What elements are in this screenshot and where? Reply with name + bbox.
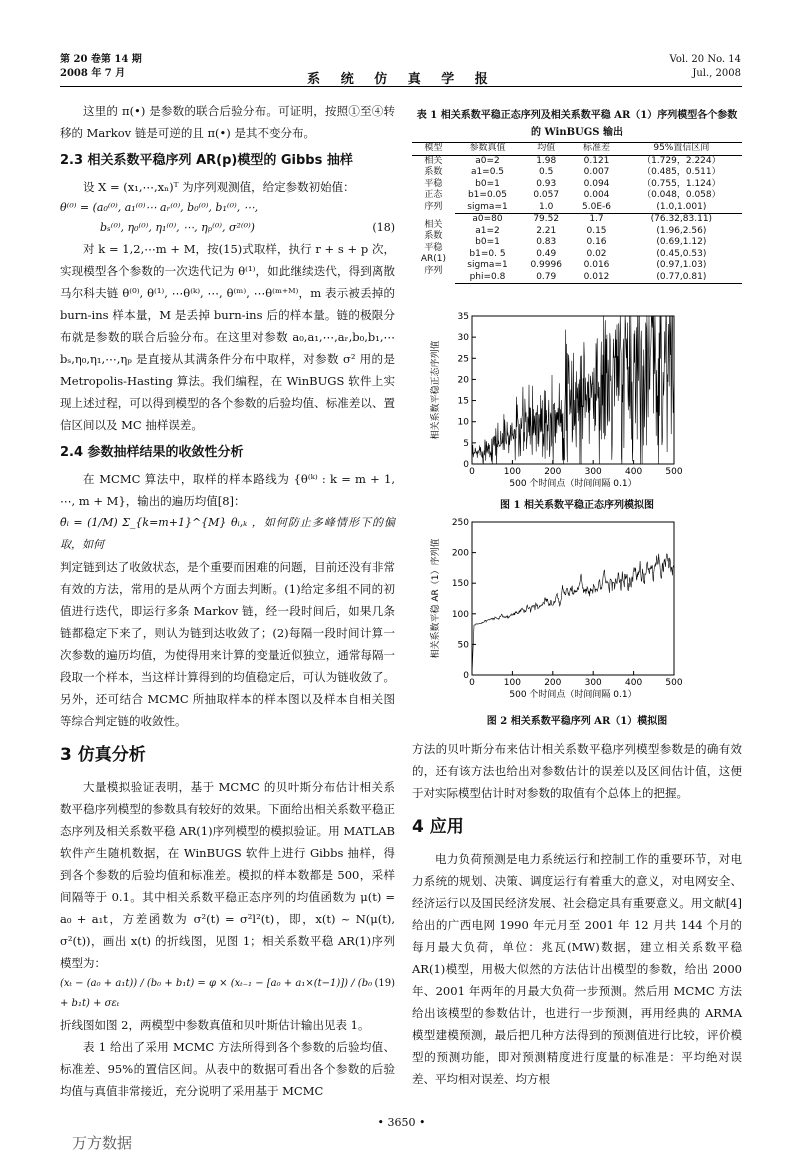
table-cell: （0.485，0.511） [642,167,721,177]
figure-1-caption: 图 1 相关系数平稳正态序列模拟图 [500,500,654,511]
x-axis-label: 500 个时间点（时间间隔 0.1） [509,690,637,700]
header-model: 模型 [412,143,455,156]
y-tick-label: 150 [451,579,469,590]
plot-frame [472,522,674,675]
table-row [412,260,742,272]
model-cell [412,214,455,284]
x-axis-label: 500 个时间点（时间间隔 0.1） [509,479,637,489]
table-group-normal [412,155,742,214]
table-cell: (1.0,1.001) [621,202,742,214]
table-cell: （0.755，1.124） [642,178,721,189]
table-cell: (0.77,0.81) [621,272,742,284]
table-cell: a0=2 [475,155,500,166]
header-rule [60,86,742,87]
section-heading: 4 应用 [412,817,464,837]
table-caption: 表 1 相关系数平稳正态序列及相关系数平稳 AR（1）序列模型各个参数的 WinBUGS 输出 [416,110,738,138]
header-ci: 95%置信区间 [621,143,742,156]
figure-1-chart [420,312,740,492]
table-row [412,214,742,226]
model-cell [412,155,455,214]
x-tick-label: 300 [584,678,602,688]
paragraph: 折线图如图 2，两模型中参数真值和贝叶斯估计输出见表 1。 [60,1018,370,1032]
figure-2-caption: 图 2 相关系数平稳序列 AR（1）模拟图 [486,716,668,727]
y-tick-label: 25 [457,354,469,365]
table-cell: 1.7 [589,214,604,224]
y-tick-label: 0 [463,671,469,681]
table-cell: sigma=1 [467,260,508,270]
table-cell: sigma=1 [455,202,520,214]
table-cell: 0.02 [586,248,607,259]
table-cell: 0.057 [533,190,560,200]
equation-number: (18) [372,221,395,234]
table-cell: 0.5 [539,167,554,177]
table-cell: 0.83 [536,237,557,247]
table-cell: 0.007 [583,167,610,177]
table-cell: (76.32,83.11) [650,214,713,224]
table-cell: 0.012 [572,272,620,284]
x-tick-label: 500 [665,678,683,688]
x-tick-label: 100 [503,678,521,688]
table-row [412,249,742,261]
y-tick-label: 10 [457,417,469,428]
date-en: Jul., 2008 [692,68,741,79]
table-header-row [412,143,742,156]
header-true-value: 参数真值 [455,143,520,156]
x-tick-label: 300 [584,467,602,477]
series-line [472,316,674,464]
y-tick-label: 50 [457,640,469,651]
table-row [412,226,742,238]
table-cell: 0.15 [586,225,607,236]
equation-number: (19) [374,978,395,989]
equation-18-line2: bₛ⁽⁰⁾, η₀⁽⁰⁾, η₁⁽⁰⁾, ⋯, ηₚ⁽⁰⁾, σ²⁽⁰⁾) (18) [60,218,395,238]
x-tick-label: 0 [469,467,475,477]
paragraph: 这里的 π(•) 是参数的联合后验分布。可证明，按照①至④转移的 Markov 链是可逆的且 π(•) 是其不变分布。 [60,104,395,140]
right-column [412,738,742,1090]
table-cell: 1.0 [520,202,572,214]
table-cell: 2.21 [536,225,557,236]
x-tick-label: 200 [544,467,562,477]
model-label-line: 相关 [424,219,443,230]
series-line [472,554,674,675]
paragraph: 表 1 给出了采用 MCMC 方法所得到各个参数的后验均值、标准差、95%的置信区间。从表中的数据可看出各个参数的后验均值与真值非常接近，充分说明了采用基于 MCMC [60,1040,395,1098]
watermark: 万方数据 [72,1134,133,1152]
y-tick-label: 30 [457,333,469,344]
table-cell: 0.004 [583,190,610,200]
y-axis-label: 相关系数平稳正态序列值 [431,340,441,440]
table-cell: 0.16 [586,237,607,247]
table-cell: (1.96,2.56) [656,225,707,236]
model-label-line: 系数 [424,231,443,242]
table-cell: 0.9996 [530,260,562,270]
table-cell: b1=0.05 [467,190,507,200]
volume-en: Vol. 20 No. 14 [669,54,741,65]
table-cell: 0.79 [520,272,572,284]
x-tick-label: 400 [625,678,643,688]
paragraph: 对 k = 1,2,⋯m + M，按(15)式取样，执行 r + s + p 次，实现模型各个参数的一次迭代记为 θ⁽¹⁾，如此继续迭代，得到离散马尔科夫链 θ⁽⁰⁾, θ⁽¹⁾, ⋯θ⁽ᵏ⁾, ⋯, θ⁽ᵐ⁾, ⋯θ⁽ᵐ⁺ᴹ⁾，m 表示被丢掉的 burn-ins 样本量，M 是丢掉 burn-ins 后的样本量。链的极限分布就是参数的联合后验分布。在这里对参数 a₀,a₁,⋯,aᵣ,b₀,b₁,⋯bₛ,η₀,η₁,⋯,ηₚ 是直接从其满条件分布中取样，对参数 σ² 用的是 Metropolis-Hasting 算法。我们编程，在 WinBUGS 软件上实现上述过程，可以得到模型的各个参数的后验均值、标准差以、置信区间以及 MC 抽样误差。 [60,242,395,432]
equation-19: (xₜ − (a₀ + a₁t)) / (b₀ + b₁t) = φ × (xₜ₋₁ − [a₀ + a₁×(t−1)]) / (b₀ + b₁t) + σεₜ (19) [60,974,395,1014]
table-cell: 0.094 [583,178,610,189]
results-table [412,142,742,284]
paragraph: 方法的贝叶斯分布来估计相关系数平稳序列模型参数是的确有效的，还有该方法也给出对参数估计的误差以及区间估计值，这便于对实际模型估计时对参数的取值有个总体上的把握。 [412,742,742,800]
y-tick-label: 250 [451,518,469,528]
date-cn: 2008 年 7 月 [60,68,126,79]
table-row [412,167,742,179]
table-cell: 0.49 [536,248,557,259]
model-label-line: 序列 [424,201,443,212]
header-mean: 均值 [520,143,572,156]
model-label-line: 序列 [424,265,443,276]
table-cell: (0.45,0.53) [656,248,707,259]
table-cell: a1=2 [475,225,500,236]
table-cell: b0=1 [475,237,500,247]
ergodic-mean-equation: θ̄ᵢ = (1/M) Σ_{k=m+1}^{M} θᵢ,ₖ ，如何防止多峰情形下的偏取，如何 [60,516,395,551]
model-label-line: 正态 [424,190,443,201]
table-cell: b0=1 [475,178,500,189]
section-heading: 2.3 相关系数平稳序列 AR(p)模型的 Gibbs 抽样 [60,153,353,168]
section-heading: 2.4 参数抽样结果的收敛性分析 [60,445,244,460]
table-cell: (0.97,1.03) [656,260,707,270]
x-tick-label: 400 [625,467,643,477]
table-cell: a0=80 [472,214,503,224]
y-tick-label: 200 [451,548,469,559]
table-row [412,272,742,284]
x-tick-label: 0 [469,678,475,688]
paragraph: 判定链到达了收敛状态，是个重要而困难的问题，目前还没有非常有效的方法，常用的是从两个方面去判断。(1)给定多组不同的初值进行迭代，即运行多条 Markov 链，经一段时间后，如果几条链都稳定下来了，则认为链到达收敛了；(2)每隔一段时间计算一次参数的遍历均值，为使得用来计算的变量近似独立，通常每隔一段取一个样本，当这样计算得到的均值稳定后，可认为链收敛了。另外，还可结合 MCMC 所抽取样本的样本图以及样本自相关图等综合判定链的收敛性。 [60,560,395,728]
table-cell: b1=0. 5 [469,248,506,259]
table-row [412,155,742,167]
page-number: • 3650 • [377,1116,426,1129]
x-tick-label: 500 [665,467,683,477]
table-row [412,179,742,191]
table-cell: 0.016 [583,260,610,270]
section-heading: 3 仿真分析 [60,745,146,765]
figure-2-chart [420,518,740,703]
y-tick-label: 35 [457,312,469,322]
table-cell: (0.69,1.12) [656,237,707,247]
x-tick-label: 100 [503,467,521,477]
model-label-line: 相关 [424,155,443,166]
table-cell: 0.121 [583,155,610,166]
table-cell: 5.0E-6 [572,202,620,214]
y-tick-label: 15 [457,396,469,407]
table-cell: phi=0.8 [455,272,520,284]
table-row [412,190,742,202]
table-cell: （0.048，0.058） [642,190,721,200]
model-label-line: 平稳 [424,178,443,189]
table-row [412,237,742,249]
table-cell: a1=0.5 [470,167,505,177]
paragraph: 电力负荷预测是电力系统运行和控制工作的重要环节，对电力系统的规划、决策、调度运行有着重大的意义，对电网安全、经济运行以及国民经济发展、社会稳定具有重要意义。用文献[4]给出的广西电网 1990 年元月至 2001 年 12 月共 144 个月的每月最大负荷，单位：兆瓦(MW)数据，建立相关系数平稳 AR(1)模型，用极大似然的方法估计出模型的参数，给出 2000 年、2001 年两年的月最大负荷一步预测。然后用 MCMC 方法给出该模型的参数估计，也进行一步预测，再用经典的 ARMA 模型建模预测，最后把几种方法得到的预测值进行比较，评价模型的预测功能，即对预测精度进行度量的标准是：平均绝对误差、平均相对误差、均方根 [412,852,742,1086]
y-tick-label: 5 [463,438,469,449]
y-tick-label: 0 [463,460,469,470]
volume-cn: 第 20 卷第 14 期 [60,54,142,65]
journal-title: 系 统 仿 真 学 报 [307,72,496,87]
paragraph: 在 MCMC 算法中，取样的样本路线为 {θ⁽ᵏ⁾ : k = m + 1, ⋯, m + M}，输出的遍历均值[8]： [60,472,395,508]
table-cell: 1.98 [536,155,557,166]
left-column [60,100,395,1102]
table-cell: 0.93 [536,178,557,189]
y-tick-label: 100 [451,609,469,620]
equation-18-line1: θ⁽⁰⁾ = (a₀⁽⁰⁾, a₁⁽⁰⁾⋯ aᵣ⁽⁰⁾, b₀⁽⁰⁾, b₁⁽⁰⁾, ⋯, [60,201,259,214]
header-sd: 标准差 [572,143,620,156]
y-tick-label: 20 [457,375,469,386]
table-cell: 79.52 [533,214,560,224]
table-row [412,202,742,214]
x-tick-label: 200 [544,678,562,688]
model-label-line: AR(1) [420,254,446,265]
y-axis-label: 相关系数平稳 AR（1）序列值 [431,538,441,659]
model-label-line: 系数 [424,167,443,178]
model-label-line: 平稳 [424,242,443,253]
table-cell: （1.729，2.224） [642,155,721,166]
table-group-ar1 [412,214,742,284]
paragraph: 大量模拟验证表明，基于 MCMC 的贝叶斯分布估计相关系数平稳序列模型的参数具有较好的效果。下面给出相关系数平稳正态序列及相关系数平稳 AR(1)序列模型的模拟验证。用 MATLAB 软件产生随机数据，在 WinBUGS 软件上进行 Gibbs 抽样，得到各个参数的后验均值和标准差。模拟的样本数都是 500，采样间隔等于 0.1。其中相关系数平稳正态序列的均值函数为 μ(t) = a₀ + a₁t，方差函数为 σ²(t) = σ²l²(t)，即，x(t) ~ N(μ(t), σ²(t))，画出 x(t) 的折线图，见图 1；相关系数平稳 AR(1)序列模型为： [60,780,395,970]
paragraph: 设 X = (x₁,⋯,xₙ)ᵀ 为序列观测值，给定参数初始值： [83,180,355,194]
